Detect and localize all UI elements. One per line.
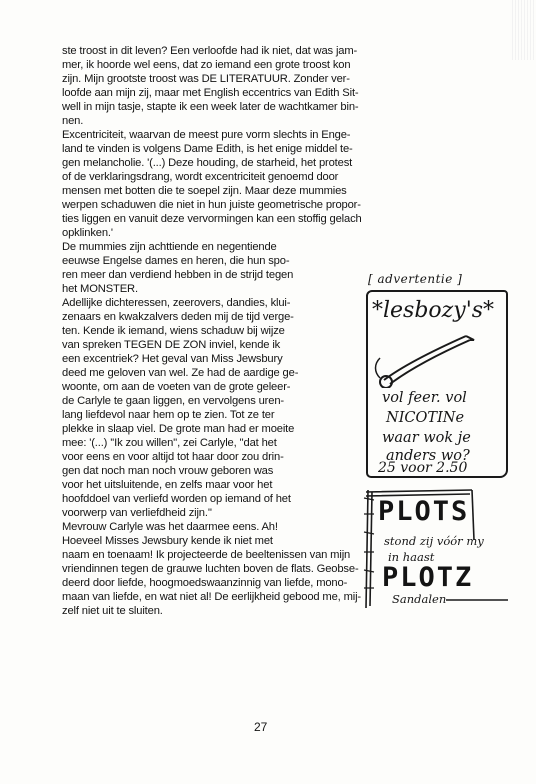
- body-line: lang liefdevol naar hem op te zien. Tot ze ter: [62, 409, 275, 421]
- body-line: voor het uitsluitende, en zelfs maar voor het: [62, 479, 273, 491]
- body-line: een excentriek? Het geval van Miss Jewsbury: [62, 353, 283, 365]
- body-line: mee: '(...) ''Ik zou willen'', zei Carlyle, ''dat het: [62, 437, 277, 449]
- body-line: gen melancholie. '(...) Deze houding, de starheid, het protest: [62, 157, 353, 169]
- body-line: ten. Kende ik iemand, wiens schaduw bij wijze: [62, 325, 285, 337]
- body-line: Excentriciteit, waarvan de meest pure vorm slechts in Enge-: [62, 129, 351, 141]
- body-line: well in mijn tasje, stapte ik een week later de wachtkamer bin-: [62, 101, 359, 113]
- body-line: de Carlyle te gaan liggen, en vervolgens uren-: [62, 395, 284, 407]
- body-line: het MONSTER.: [62, 283, 138, 295]
- ad-plotz-heading: PLOTZ: [382, 562, 474, 593]
- page-number: 27: [254, 720, 268, 734]
- ad-line-5: 25 voor 2.50: [378, 460, 468, 476]
- body-line: voor eens en voor altijd tot haar door zou drin-: [62, 451, 284, 463]
- body-line: Adellijke dichteressen, zeerovers, dandies, klui-: [62, 297, 291, 309]
- body-line: woonte, om aan de voeten van de grote geleer-: [62, 381, 291, 393]
- ad-plots-bottom: Sandalen: [392, 592, 447, 606]
- body-line: land te vinden is volgens Dame Edith, is het enige middel te-: [62, 143, 353, 155]
- body-line: De mummies zijn achttiende en negentiende: [62, 241, 277, 253]
- ad-line-4: anders wo?: [386, 448, 470, 464]
- ad-line-2: NICOTINe: [386, 410, 465, 426]
- body-line: voorwerp van verliefdheid zijn.'': [62, 507, 212, 519]
- ad-plots-heading: PLOTS: [378, 496, 470, 527]
- cigarette-drawing-icon: [370, 328, 504, 388]
- body-line: vriendinnen tegen de grauwe luchten boven de flats. Geobse-: [62, 563, 359, 575]
- body-line: loofde aan mijn zij, maar met English eccentrics van Edith Sit-: [62, 87, 359, 99]
- body-line: Hoeveel Misses Jewsbury kende ik niet met: [62, 535, 273, 547]
- ad-line-1: vol feer. vol: [382, 390, 467, 406]
- body-line: zenaars en kwakzalvers deden mij de tijd verge-: [62, 311, 294, 323]
- body-line: eeuwse Engelse dames en heren, die hun spo-: [62, 255, 290, 267]
- body-line: zelf niet uit te sluiten.: [62, 605, 163, 617]
- ad-plots-line-1: stond zij vóór my: [384, 534, 484, 548]
- body-line: mer, ik hoorde wel eens, dat zo iemand een grote troost kon: [62, 59, 351, 71]
- body-line: Mevrouw Carlyle was het daarmee eens. Ah!: [62, 521, 278, 533]
- body-line: nen.: [62, 115, 84, 127]
- body-line: opklinken.': [62, 227, 113, 239]
- body-line: of de verklaringsdrang, wordt excentriciteit genoemd door: [62, 171, 339, 183]
- body-line: plekke in slaap viel. De grote man had er moeite: [62, 423, 295, 435]
- ad-heading: *lesbozy's*: [372, 298, 495, 323]
- ad-plots-line-2: in haast: [388, 550, 435, 564]
- scan-edge-artifact: [512, 0, 536, 60]
- body-line: maan van liefde, en wat niet al! De eerlijkheid gebood me, mij-: [62, 591, 361, 603]
- body-line: werpen schaduwen die niet in hun juiste geometrische propor-: [62, 199, 361, 211]
- advertisement-plots: [362, 488, 512, 612]
- body-line: ren meer dan verdiend hebben in de strijd tegen: [62, 269, 294, 281]
- body-line: ties liggen en vanuit deze vervormingen kan een stoffig gelach: [62, 213, 362, 225]
- body-line: ste troost in dit leven? Een verloofde had ik niet, dat was jam-: [62, 45, 358, 57]
- body-line: deed me geloven van wel. Ze had de aardige ge-: [62, 367, 299, 379]
- advertisement-tag: [ advertentie ]: [368, 272, 463, 286]
- body-line: gen dat noch man noch vrouw geboren was: [62, 465, 274, 477]
- body-line: hoofddoel van verliefd worden op iemand of het: [62, 493, 291, 505]
- ad-line-3: waar wok je: [382, 430, 471, 446]
- body-line: mensen met botten die te soepel zijn. Maar deze mummies: [62, 185, 347, 197]
- advertisement-lesbozys: [366, 290, 508, 478]
- body-line: zijn. Mijn grootste troost was DE LITERATUUR. Zonder ver-: [62, 73, 350, 85]
- body-line: van spreken TEGEN DE ZON inviel, kende ik: [62, 339, 281, 351]
- body-line: naam en toenaam! Ik projecteerde de beeltenissen van mijn: [62, 549, 351, 561]
- body-line: deerd door liefde, hoogmoedswaanzinnig van liefde, mono-: [62, 577, 348, 589]
